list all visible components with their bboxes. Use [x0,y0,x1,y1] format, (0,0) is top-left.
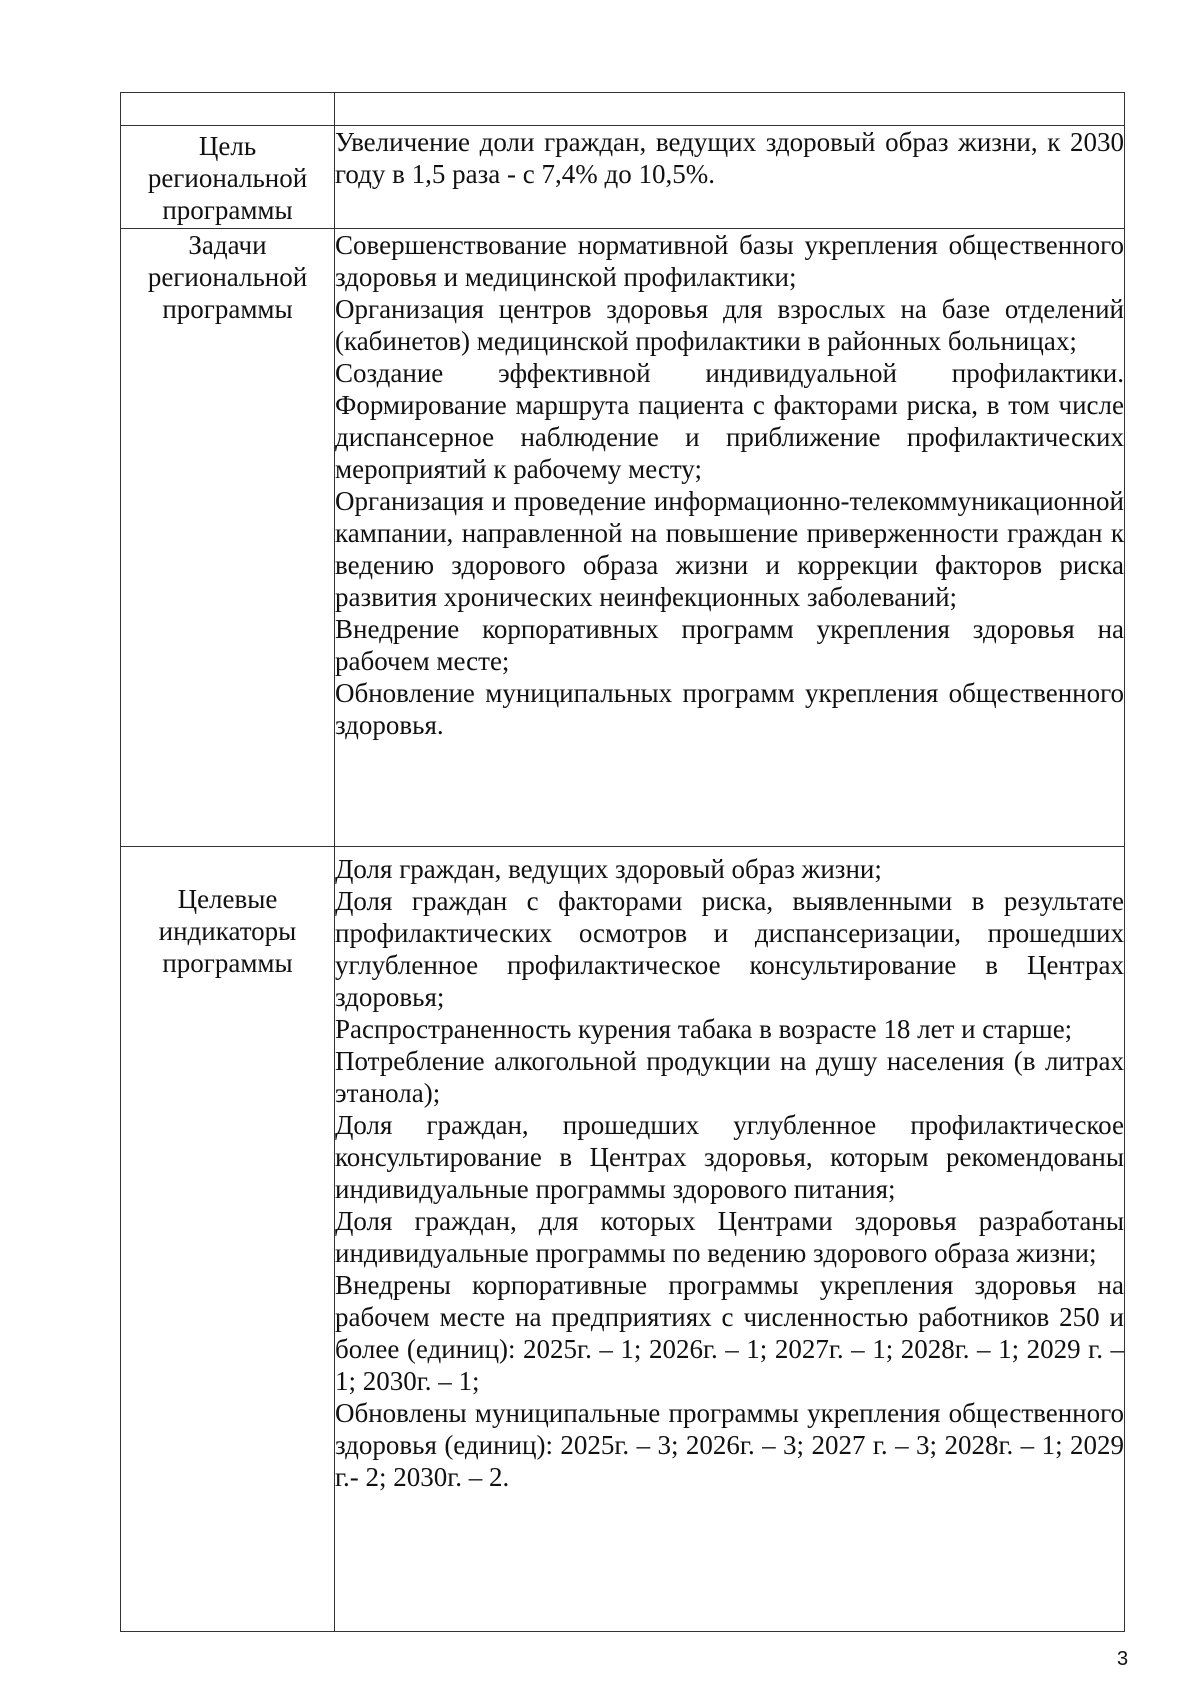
task-item: Создание эффективной индивидуальной профилактики. Формирование маршрута пациента с факторами риска, в том числе диспансерное наблюдение и приближение профилактических мероприятий к рабочему месту; [335,358,1124,484]
indicator-item: Обновлены муниципальные программы укрепления общественного здоровья (единиц): 2025г. – 3; 2026г. – 3; 2027 г. – 3; 2028г. – 1; 2029 г.- 2; 2030г. – 2. [335,1398,1124,1492]
indicators-cell [335,847,1125,1632]
indicator-item: Распространенность курения табака в возрасте 18 лет и старше; [335,1014,1073,1044]
tasks-cell [335,229,1125,847]
page-number: 3 [1117,1648,1129,1670]
empty-cell-right [335,93,1125,126]
indicators-label: Целевые индикаторы программы [121,847,335,1632]
program-passport-table [120,92,1125,1632]
empty-cell-left [121,93,335,126]
table-row-empty [121,93,1125,126]
indicator-item: Доля граждан, ведущих здоровый образ жизни; [335,854,882,884]
task-item: Организация и проведение информационно-телекоммуникационной кампании, направленной на повышение приверженности граждан к ведению здорового образа жизни и коррекции факторов риска развития хронических неинфекционных заболеваний; [335,486,1124,612]
indicator-item: Потребление алкогольной продукции на душу населения (в литрах этанола); [335,1046,1124,1108]
goal-text: Увеличение доли граждан, ведущих здоровый образ жизни, к 2030 году в 1,5 раза - с 7,4% до 10,5%. [335,127,1124,189]
task-item: Организация центров здоровья для взрослых на базе отделений (кабинетов) медицинской профилактики в районных больницах; [335,294,1124,356]
task-item: Обновление муниципальных программ укрепления общественного здоровья. [335,678,1124,740]
indicator-item: Доля граждан, для которых Центрами здоровья разработаны индивидуальные программы по ведению здорового образа жизни; [335,1206,1124,1268]
table-row-tasks [121,229,1125,847]
indicator-item: Внедрены корпоративные программы укрепления здоровья на рабочем месте на предприятиях с численностью работников 250 и более (единиц): 2025г. – 1; 2026г. – 1; 2027г. – 1; 2028г. – 1; 2029 г. – 1; 2030г. – 1; [335,1270,1124,1396]
task-item: Внедрение корпоративных программ укрепления здоровья на рабочем месте; [335,614,1124,676]
tasks-label: Задачи региональной программы [121,229,335,847]
indicator-item: Доля граждан с факторами риска, выявленными в результате профилактических осмотров и диспансеризации, прошедших углубленное профилактическое консультирование в Центрах здоровья; [335,886,1124,1012]
goal-cell [335,126,1125,229]
indicator-item: Доля граждан, прошедших углубленное профилактическое консультирование в Центрах здоровья, которым рекомендованы индивидуальные программы здорового питания; [335,1110,1124,1204]
task-item: Совершенствование нормативной базы укрепления общественного здоровья и медицинской профилактики; [335,230,1124,292]
table-row-goal [121,126,1125,229]
table-row-indicators [121,847,1125,1632]
goal-label: Цель региональной программы [121,126,335,229]
